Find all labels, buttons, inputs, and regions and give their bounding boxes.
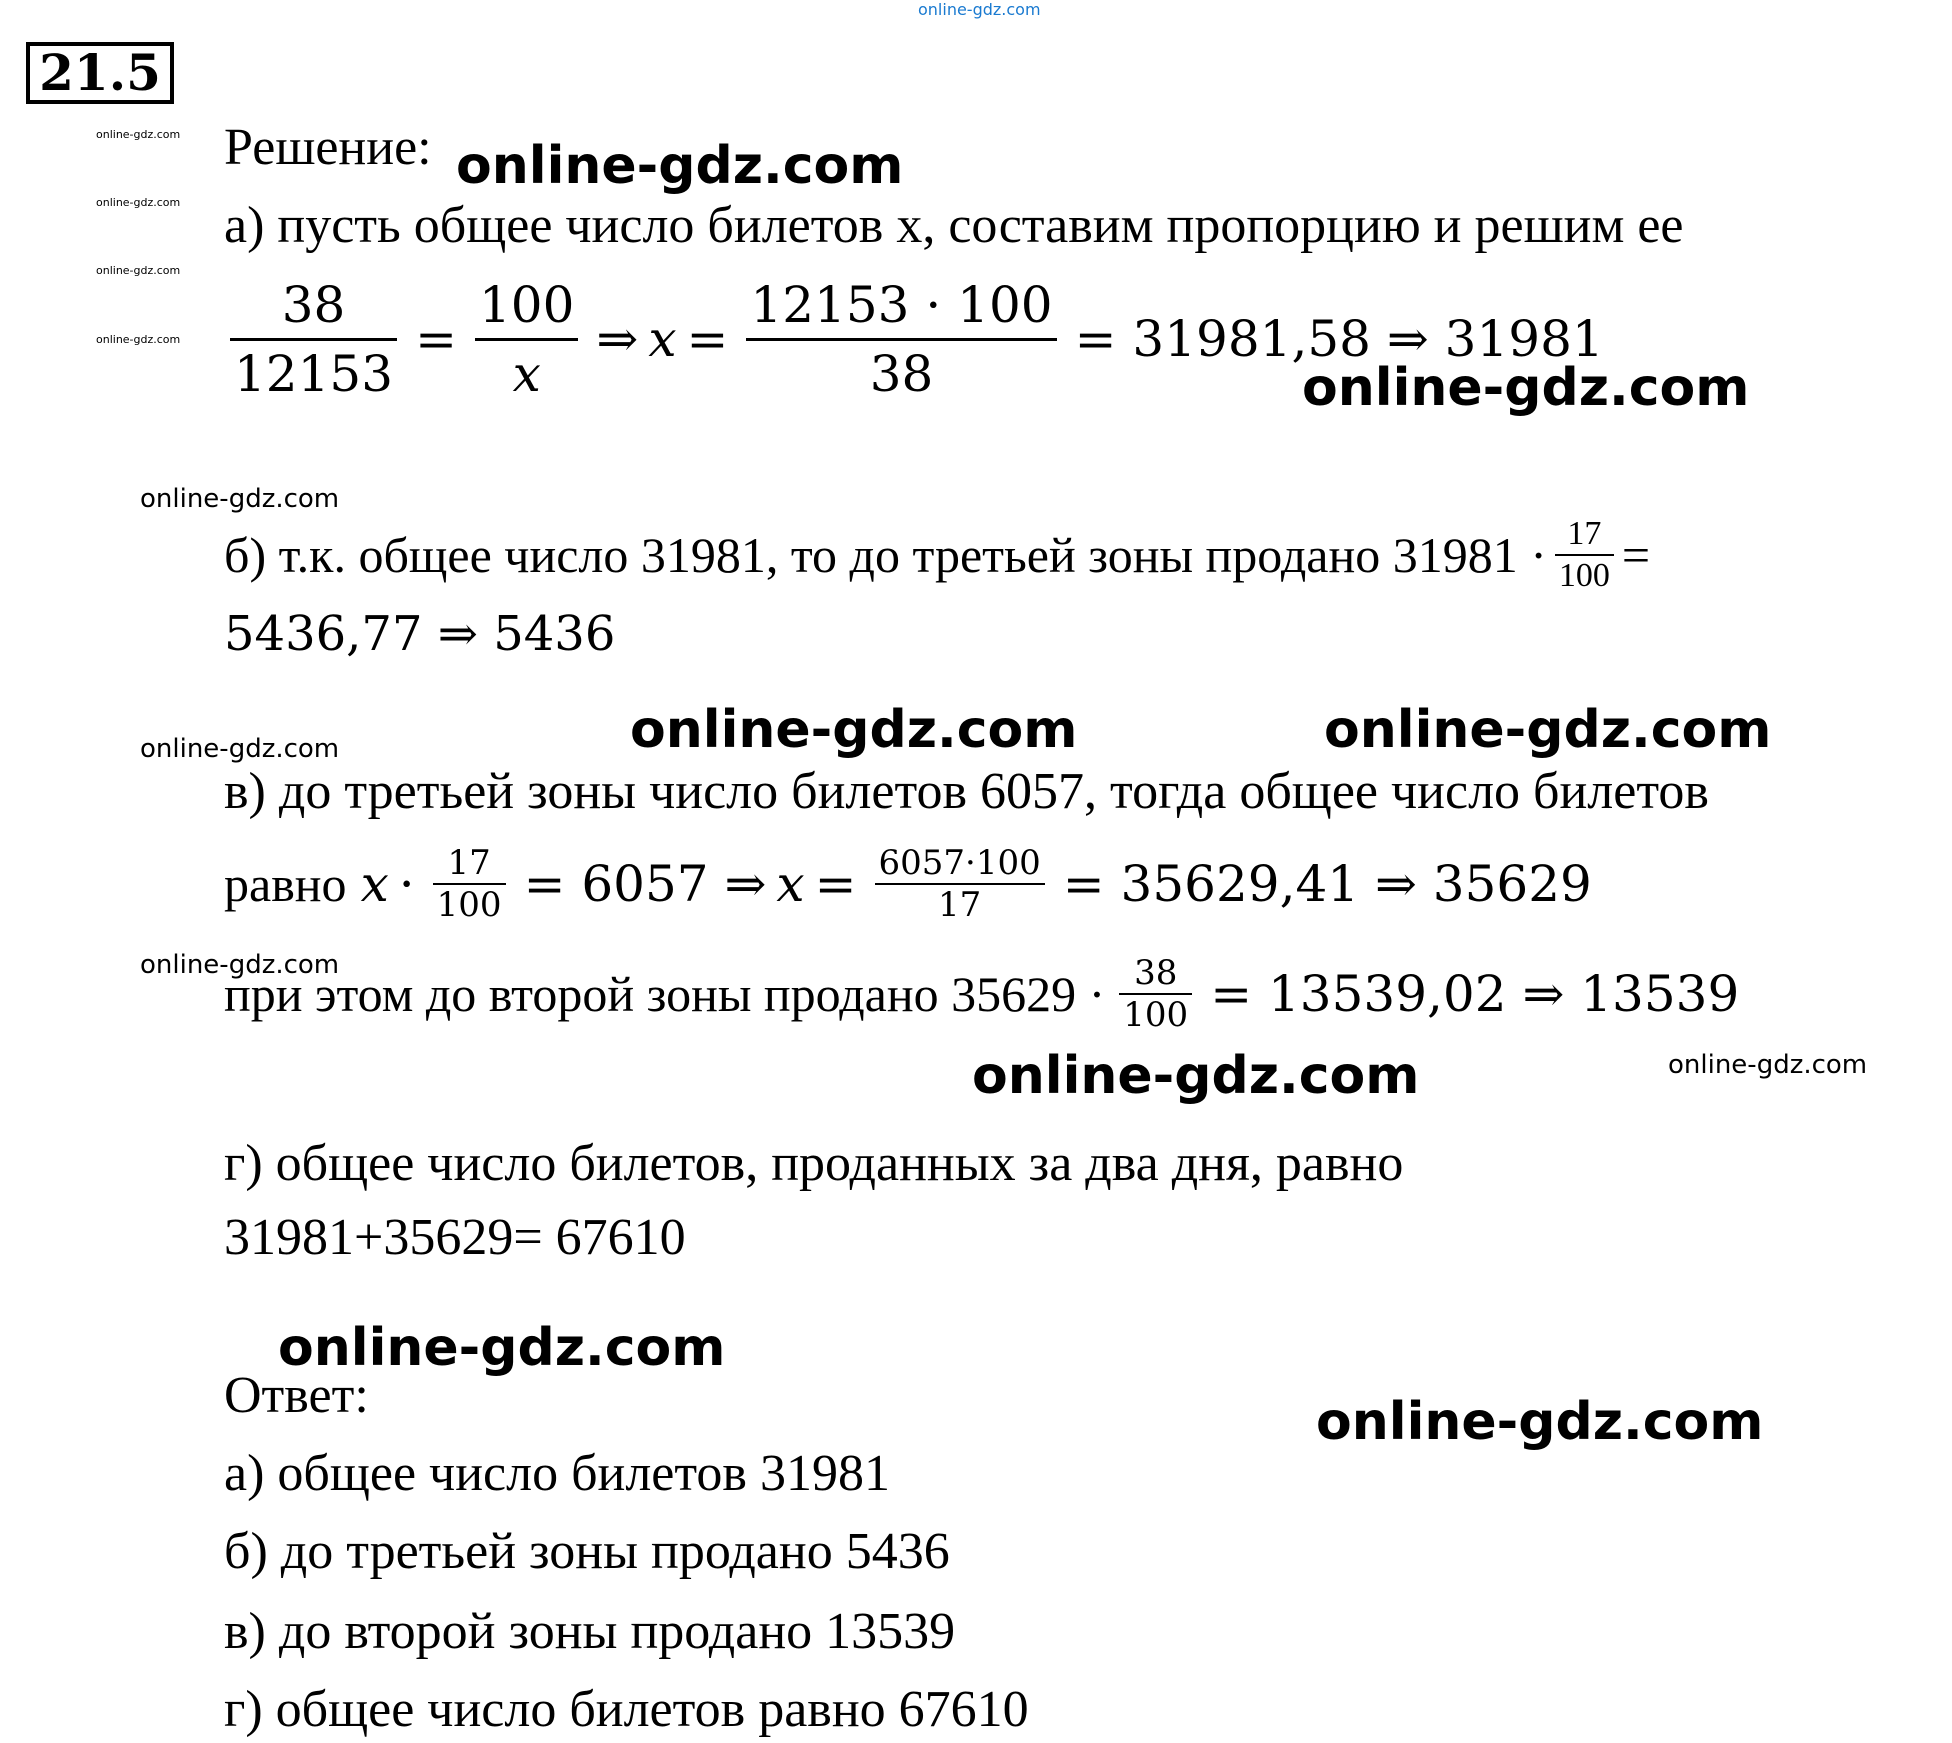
answer-item: г) общее число билетов равно 67610 <box>224 1681 1029 1738</box>
fraction <box>1119 953 1192 1035</box>
implies-sign: ⇒ <box>596 310 639 368</box>
fraction-numerator: 17 <box>1567 515 1602 552</box>
equals-sign: = <box>1621 527 1651 583</box>
watermark-large: online-gdz.com <box>1324 700 1772 760</box>
part-b-line2: 5436,77 ⇒ 5436 <box>224 606 616 662</box>
part-d-text: г) общее число билетов, проданных за два дня, равно <box>224 1135 1404 1192</box>
watermark-large: online-gdz.com <box>1302 358 1750 418</box>
watermark-medium: online-gdz.com <box>140 950 340 980</box>
fraction-denominator: x <box>512 344 541 403</box>
fraction-numerator: 6057·100 <box>878 843 1041 883</box>
fraction <box>1555 514 1614 596</box>
watermark-large: online-gdz.com <box>972 1046 1420 1106</box>
fraction <box>875 843 1045 925</box>
part-c-line3 <box>224 944 1749 1044</box>
watermark-large: online-gdz.com <box>1316 1392 1764 1452</box>
answer-item: в) до второй зоны продано 13539 <box>224 1603 956 1660</box>
part-c-mid: = 6057 ⇒ <box>523 855 767 913</box>
part-b-text: б) т.к. общее число 31981, то до третьей зоны продано 31981 · <box>224 527 1547 583</box>
fraction-numerator: 17 <box>447 843 491 883</box>
answer-item: а) общее число билетов 31981 <box>224 1445 890 1502</box>
part-c-result: = 35629,41 ⇒ 35629 <box>1062 855 1592 913</box>
watermark-medium: online-gdz.com <box>140 484 340 514</box>
fraction-denominator: 12153 <box>234 344 394 403</box>
part-b-line1 <box>224 500 1650 610</box>
watermark-small: online-gdz.com <box>96 196 181 209</box>
part-c-line3-prefix: при этом до второй зоны продано 35629 · <box>224 966 1106 1022</box>
answer-heading: Ответ: <box>224 1367 369 1424</box>
dot-operator: · <box>398 855 415 913</box>
variable-x: x <box>648 310 677 368</box>
fraction-numerator: 38 <box>1134 953 1178 993</box>
part-d-calc: 31981+35629= 67610 <box>224 1209 686 1266</box>
equals-sign: = <box>686 310 729 368</box>
fraction-denominator: 38 <box>869 344 934 403</box>
fraction <box>433 843 506 925</box>
watermark-large: online-gdz.com <box>630 700 1078 760</box>
watermark-small: online-gdz.com <box>96 128 181 141</box>
watermark-medium: online-gdz.com <box>140 734 340 764</box>
part-a-result: = 31981,58 ⇒ 31981 <box>1074 310 1604 368</box>
equals-sign: = <box>415 310 457 368</box>
equals-sign: = <box>814 855 857 913</box>
fraction <box>746 272 1056 407</box>
watermark-small: online-gdz.com <box>96 264 181 277</box>
watermark-large: online-gdz.com <box>278 1318 726 1378</box>
task-number: 21.5 <box>26 42 174 104</box>
fraction-numerator: 100 <box>478 275 575 334</box>
part-c-line3-result: = 13539,02 ⇒ 13539 <box>1210 965 1740 1023</box>
answer-item: б) до третьей зоны продано 5436 <box>224 1523 950 1580</box>
fraction-denominator: 100 <box>1123 995 1189 1035</box>
fraction-denominator: 100 <box>436 885 502 925</box>
part-c-line2 <box>224 834 1602 934</box>
fraction-numerator: 38 <box>281 275 346 334</box>
fraction-denominator: 100 <box>1558 557 1610 594</box>
part-a-text: а) пусть общее число билетов x, составим пропорцию и решим ее <box>224 197 1684 254</box>
watermark-medium: online-gdz.com <box>1668 1050 1868 1080</box>
solution-heading: Решение: <box>224 119 432 176</box>
fraction <box>475 272 578 407</box>
part-c-prefix: равно <box>224 856 347 912</box>
watermark-large: online-gdz.com <box>456 136 904 196</box>
variable-x: x <box>360 855 389 913</box>
variable-x: x <box>776 855 805 913</box>
top-watermark: online-gdz.com <box>918 0 1041 19</box>
part-c-text: в) до третьей зоны число билетов 6057, тогда общее число билетов <box>224 763 1709 820</box>
fraction-denominator: 17 <box>938 885 982 925</box>
fraction <box>230 272 397 407</box>
watermark-small: online-gdz.com <box>96 333 181 346</box>
fraction-numerator: 12153 · 100 <box>750 275 1053 334</box>
